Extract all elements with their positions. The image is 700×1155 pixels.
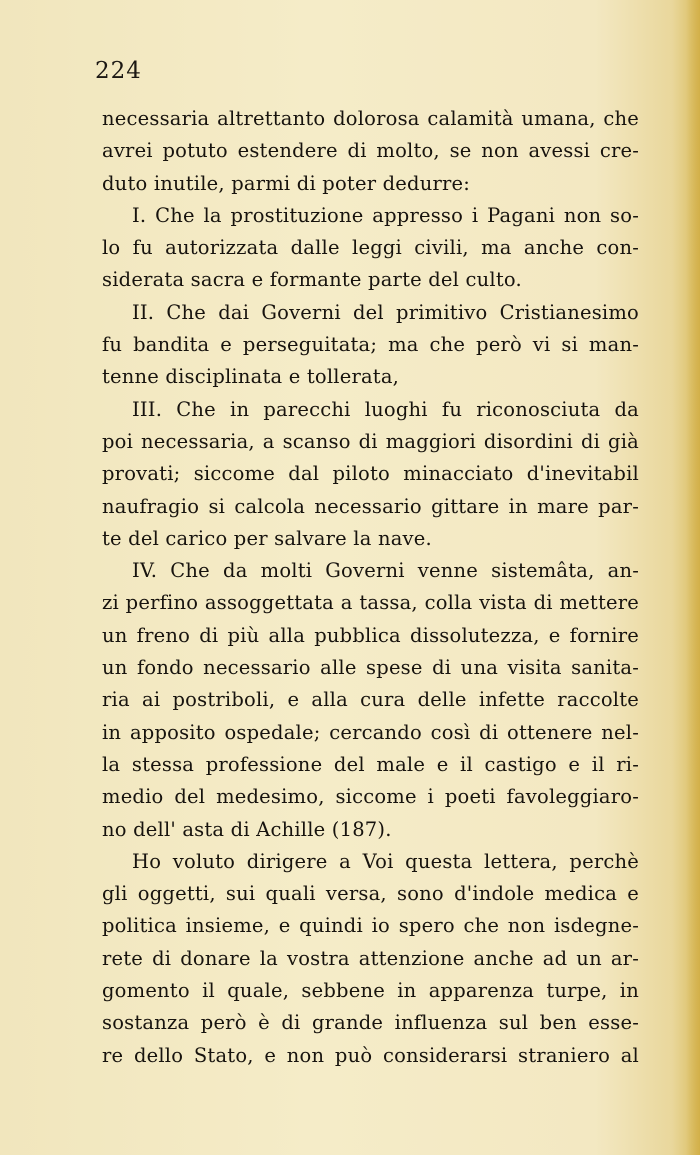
- text-line: re dello Stato, e non può considerarsi straniero al: [102, 1043, 639, 1067]
- text-line: provati; siccome dal piloto minacciato d'inevitabil: [102, 462, 639, 486]
- text-line: la stessa professione del male e il castigo e il ri-: [102, 752, 639, 776]
- text-line: II. Che dai Governi del primitivo Cristianesimo: [132, 300, 639, 324]
- text-line: poi necessaria, a scanso di maggiori disordini di già: [102, 429, 639, 453]
- body-text: [102, 103, 639, 1072]
- text-line: un fondo necessario alle spese di una visita sanita-: [102, 656, 639, 680]
- text-line: rete di donare la vostra attenzione anche ad un ar-: [102, 946, 639, 970]
- text-line: no dell' asta di Achille (187).: [102, 817, 392, 841]
- text-line: duto inutile, parmi di poter dedurre:: [102, 171, 471, 195]
- text-line: siderata sacra e formante parte del culto.: [102, 268, 522, 292]
- text-line: zi perfino assoggettata a tassa, colla vista di mettere: [102, 591, 639, 615]
- text-line: in apposito ospedale; cercando così di ottenere nel-: [102, 720, 639, 744]
- text-line: avrei potuto estendere di molto, se non avessi cre-: [102, 139, 639, 163]
- text-line: III. Che in parecchi luoghi fu riconosciuta da: [132, 397, 639, 421]
- text-line: gli oggetti, sui quali versa, sono d'indole medica e: [102, 882, 639, 906]
- text-line: lo fu autorizzata dalle leggi civili, ma anche con-: [102, 236, 639, 260]
- text-line: naufragio si calcola necessario gittare in mare par-: [102, 494, 639, 518]
- text-line: necessaria altrettanto dolorosa calamità umana, che: [102, 107, 639, 130]
- text-line: IV. Che da molti Governi venne sistemâta, an-: [132, 559, 639, 583]
- text-line: gomento il quale, sebbene in apparenza turpe, in: [102, 979, 639, 1003]
- text-line: I. Che la prostituzione appresso i Pagani non so-: [132, 203, 639, 227]
- text-line: te del carico per salvare la nave.: [102, 526, 432, 550]
- text-line: tenne disciplinata e tollerata,: [102, 365, 400, 389]
- text-line: fu bandita e perseguitata; ma che però vi si man-: [102, 333, 639, 357]
- page-number: 224: [95, 58, 142, 84]
- page-edge-shading: [686, 0, 700, 1155]
- text-line: sostanza però è di grande influenza sul ben esse-: [102, 1011, 639, 1035]
- text-line: medio del medesimo, siccome i poeti favoleggiaro-: [102, 785, 639, 809]
- text-line: ria ai postriboli, e alla cura delle infette raccolte: [102, 688, 639, 712]
- text-line: politica insieme, e quindi io spero che non isdegne-: [102, 914, 639, 938]
- text-line: Ho voluto dirigere a Voi questa lettera, perchè: [132, 849, 639, 873]
- text-line: un freno di più alla pubblica dissolutezza, e fornire: [102, 623, 639, 647]
